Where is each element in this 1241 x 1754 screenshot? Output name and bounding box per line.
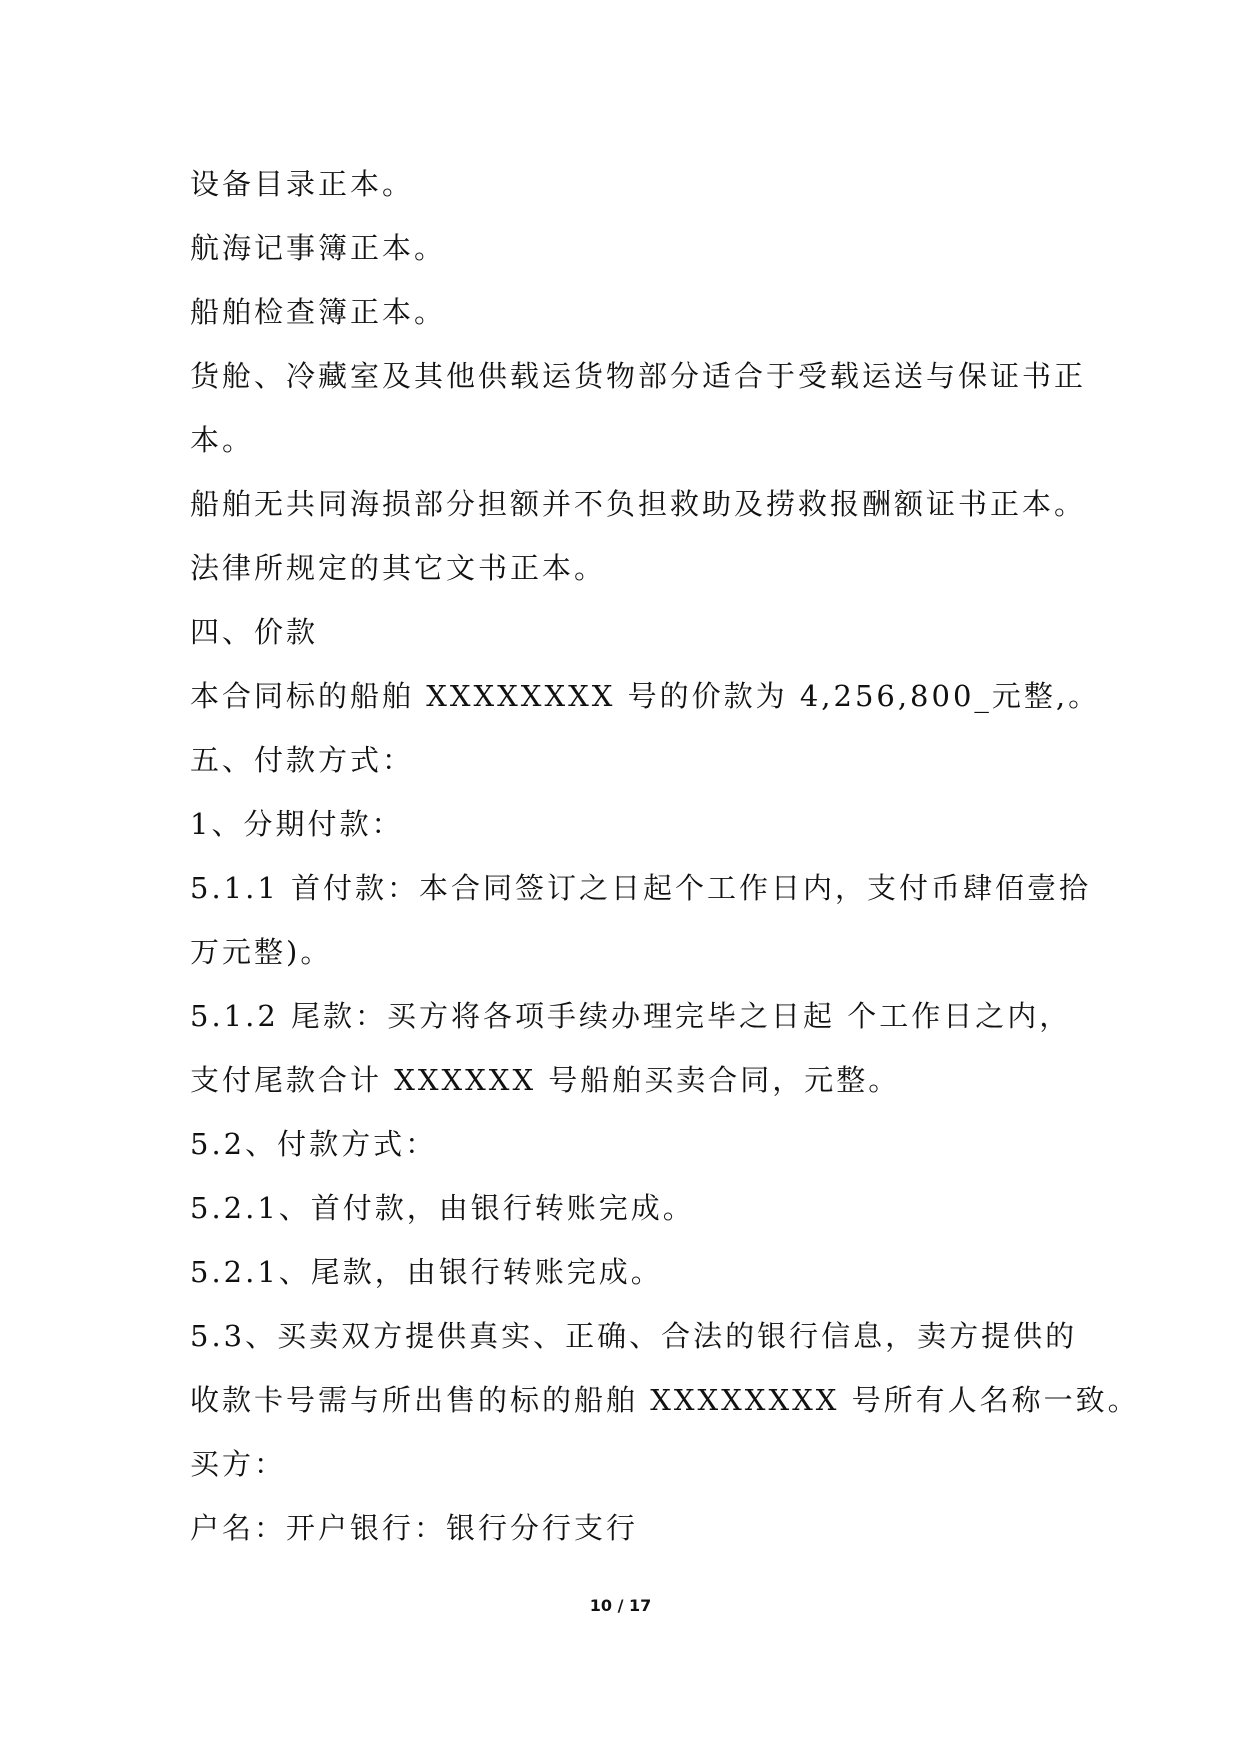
text-line: 5.2、付款方式：	[190, 1127, 438, 1161]
text-line: 本。	[190, 423, 255, 457]
text-line: 航海记事簿正本。	[190, 231, 447, 265]
text-line: 5.2.1、尾款，由银行转账完成。	[190, 1255, 663, 1289]
text-line: 户名：开户银行：银行分行支行	[190, 1511, 639, 1545]
text-line: 1、分期付款：	[190, 807, 404, 841]
text-line: 法律所规定的其它文书正本。	[190, 551, 607, 585]
text-line: 5.1.1 首付款：本合同签订之日起个工作日内，支付币肆佰壹拾	[190, 871, 1092, 905]
text-line: 5.2.1、首付款，由银行转账完成。	[190, 1191, 695, 1225]
text-line: 本合同标的船舶 XXXXXXXX 号的价款为 4,256,800_元整,。	[190, 679, 1101, 713]
text-line: 船舶无共同海损部分担额并不负担救助及捞救报酬额证书正本。	[190, 487, 1087, 521]
text-line: 万元整)。	[190, 935, 333, 969]
page-number: 10 / 17	[589, 1596, 652, 1615]
text-line: 收款卡号需与所出售的标的船舶 XXXXXXXX 号所有人名称一致。	[190, 1383, 1140, 1417]
text-line: 买方：	[190, 1447, 287, 1481]
text-line: 5.1.2 尾款：买方将各项手续办理完毕之日起 个工作日之内，	[190, 999, 1072, 1033]
text-line: 5.3、买卖双方提供真实、正确、合法的银行信息，卖方提供的	[190, 1319, 1078, 1353]
text-line: 货舱、冷藏室及其他供载运货物部分适合于受载运送与保证书正	[190, 359, 1087, 393]
section-heading: 五、付款方式：	[190, 743, 415, 777]
text-line: 支付尾款合计 XXXXXX 号船舶买卖合同，元整。	[190, 1063, 901, 1097]
text-line: 船舶检查簿正本。	[190, 295, 447, 329]
section-heading: 四、价款	[190, 615, 319, 649]
text-line: 设备目录正本。	[190, 167, 415, 201]
